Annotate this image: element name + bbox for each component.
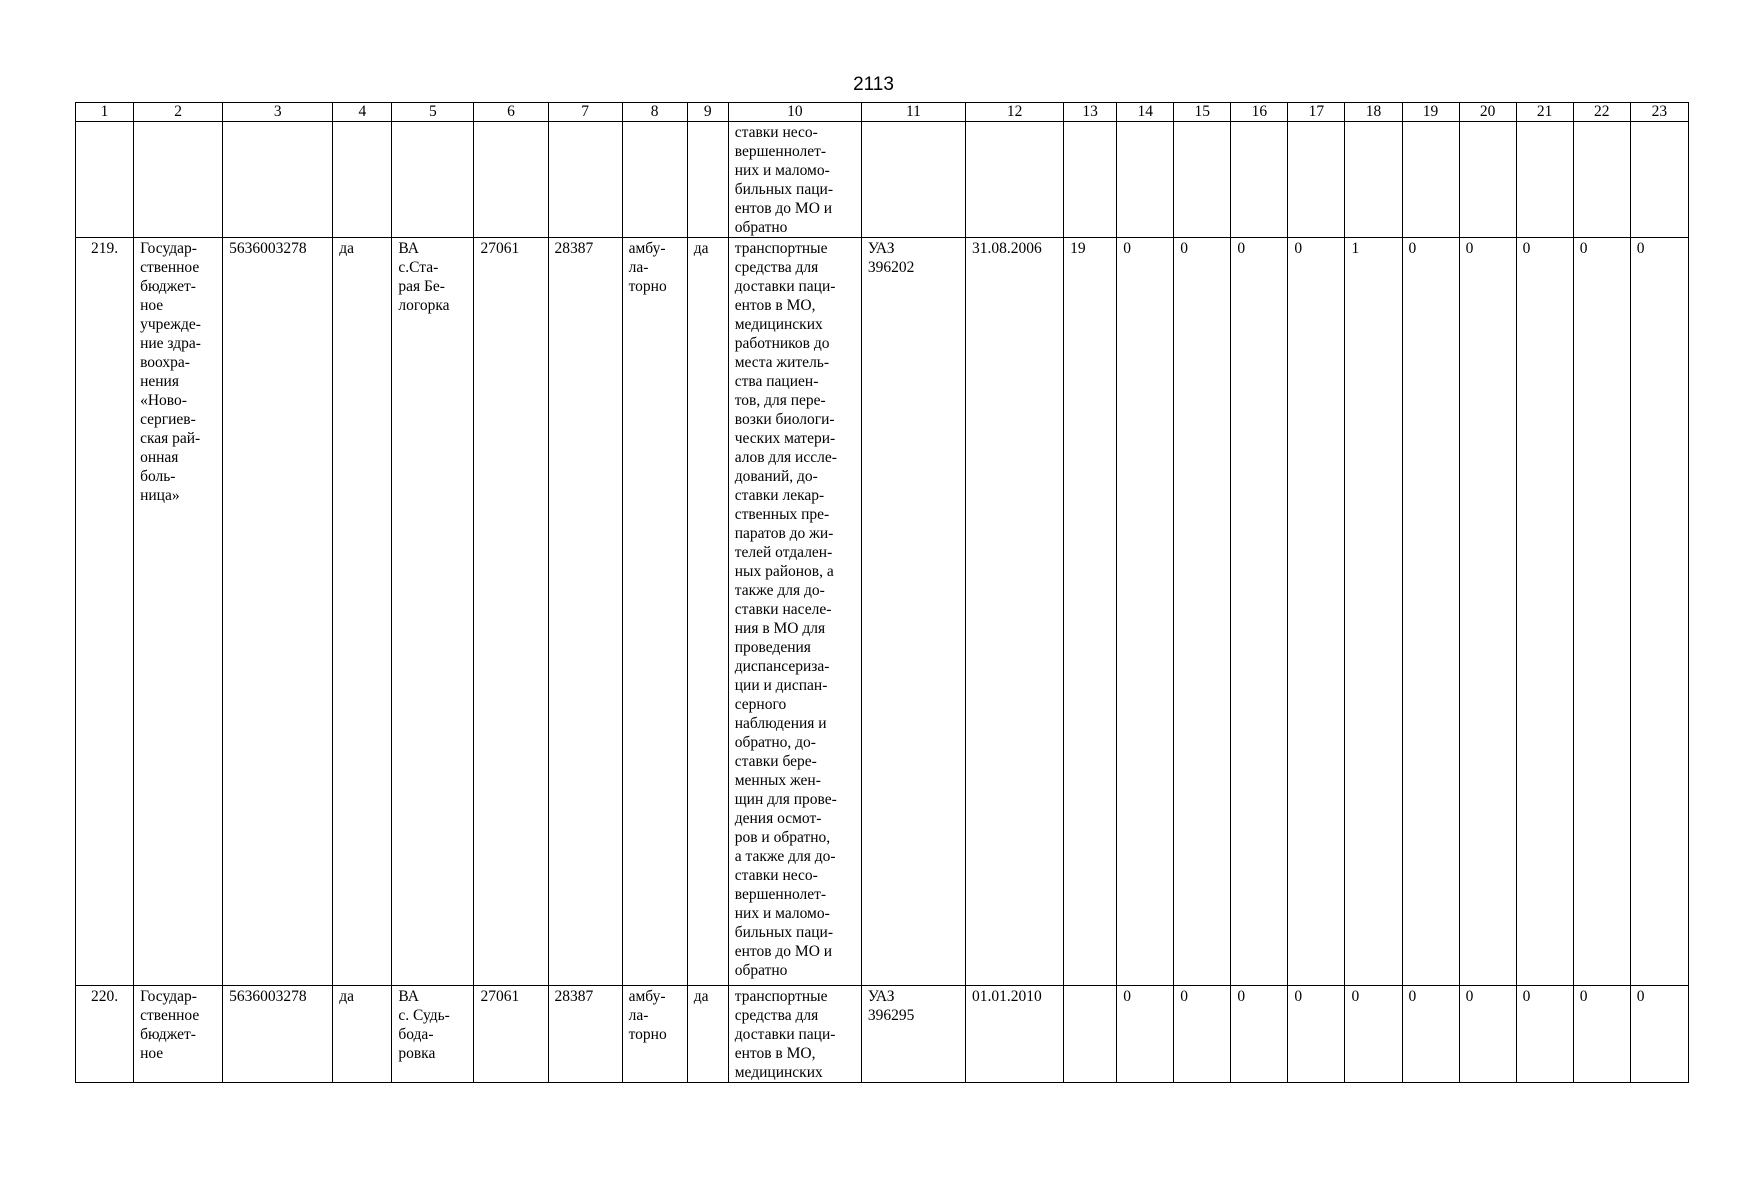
table-cell-col-2 bbox=[134, 122, 223, 238]
table-cell-col-21: 0 bbox=[1516, 986, 1573, 1083]
column-header-12: 12 bbox=[966, 103, 1064, 122]
table-cell-col-8: амбу- ла- торно bbox=[622, 238, 687, 986]
table-cell-col-15: 0 bbox=[1174, 238, 1231, 986]
table-cell-col-22: 0 bbox=[1573, 238, 1630, 986]
column-header-17: 17 bbox=[1288, 103, 1345, 122]
table-body bbox=[76, 122, 1689, 1083]
table-cell-col-5: ВА с.Ста- рая Бе- логорка bbox=[392, 238, 474, 986]
table-cell-col-21: 0 bbox=[1516, 238, 1573, 986]
table-cell-col-3: 5636003278 bbox=[223, 238, 333, 986]
table-cell-col-20: 0 bbox=[1459, 238, 1516, 986]
table-cell-col-23: 0 bbox=[1630, 238, 1688, 986]
table-cell-col-10: транспортные средства для доставки паци- ентов в МО, медицинских работников до места житель- ства пациен- тов, для пере- возки биологи- ческих матери- алов для иссле- дований, до- ставки лекар- ственных пре- паратов до жи- телей отдален- ных районов, а также для до- ставки населе- ния в МО для проведения диспансериза- ции и диспан- серного наблюдения и обратно, до- ставки бере- менных жен- щин для прове- дения осмот- ров и обратно, а также для до- ставки несо- вершеннолет- них и маломо- бильных паци- ентов до МО и обратно bbox=[728, 238, 861, 986]
table-cell-col-6 bbox=[474, 122, 548, 238]
column-header-10: 10 bbox=[728, 103, 861, 122]
table-cell-col-17: 0 bbox=[1288, 986, 1345, 1083]
table-row bbox=[76, 122, 1689, 238]
table-cell-col-5 bbox=[392, 122, 474, 238]
table-cell-col-7: 28387 bbox=[548, 986, 622, 1083]
column-header-19: 19 bbox=[1402, 103, 1459, 122]
table-cell-col-4: да bbox=[333, 238, 392, 986]
column-header-1: 1 bbox=[76, 103, 134, 122]
table-cell-col-3: 5636003278 bbox=[223, 986, 333, 1083]
table-cell-col-15 bbox=[1174, 122, 1231, 238]
column-header-13: 13 bbox=[1064, 103, 1117, 122]
column-header-2: 2 bbox=[134, 103, 223, 122]
table-cell-col-13 bbox=[1064, 122, 1117, 238]
table-cell-col-6: 27061 bbox=[474, 986, 548, 1083]
table-cell-col-11: УАЗ 396202 bbox=[861, 238, 965, 986]
table-cell-col-17: 0 bbox=[1288, 238, 1345, 986]
table-cell-col-16 bbox=[1231, 122, 1288, 238]
column-header-3: 3 bbox=[223, 103, 333, 122]
table-cell-col-1: 220. bbox=[76, 986, 134, 1083]
table-cell-col-12 bbox=[966, 122, 1064, 238]
table-cell-col-7: 28387 bbox=[548, 238, 622, 986]
table-cell-col-8: амбу- ла- торно bbox=[622, 986, 687, 1083]
table-cell-col-16: 0 bbox=[1231, 986, 1288, 1083]
table-cell-col-5: ВА с. Судь- бода- ровка bbox=[392, 986, 474, 1083]
table-cell-col-20: 0 bbox=[1459, 986, 1516, 1083]
table-cell-col-11: УАЗ 396295 bbox=[861, 986, 965, 1083]
column-header-8: 8 bbox=[622, 103, 687, 122]
table-cell-col-1 bbox=[76, 122, 134, 238]
table-cell-col-9: да bbox=[687, 986, 728, 1083]
table-cell-col-18: 0 bbox=[1345, 986, 1402, 1083]
table-cell-col-4: да bbox=[333, 986, 392, 1083]
table-cell-col-17 bbox=[1288, 122, 1345, 238]
column-header-5: 5 bbox=[392, 103, 474, 122]
column-header-23: 23 bbox=[1630, 103, 1688, 122]
table-cell-col-16: 0 bbox=[1231, 238, 1288, 986]
table-cell-col-1: 219. bbox=[76, 238, 134, 986]
table-cell-col-20 bbox=[1459, 122, 1516, 238]
table-cell-col-19: 0 bbox=[1402, 238, 1459, 986]
table-cell-col-14 bbox=[1117, 122, 1174, 238]
table-cell-col-22 bbox=[1573, 122, 1630, 238]
column-header-16: 16 bbox=[1231, 103, 1288, 122]
table-cell-col-11 bbox=[861, 122, 965, 238]
column-header-9: 9 bbox=[687, 103, 728, 122]
column-header-20: 20 bbox=[1459, 103, 1516, 122]
table-cell-col-13 bbox=[1064, 986, 1117, 1083]
table-cell-col-10: транспортные средства для доставки паци- ентов в МО, медицинских bbox=[728, 986, 861, 1083]
table-cell-col-9: да bbox=[687, 238, 728, 986]
table-row bbox=[76, 238, 1689, 986]
column-header-21: 21 bbox=[1516, 103, 1573, 122]
table-cell-col-14: 0 bbox=[1117, 986, 1174, 1083]
table-cell-col-23 bbox=[1630, 122, 1688, 238]
table-cell-col-18 bbox=[1345, 122, 1402, 238]
table-cell-col-13: 19 bbox=[1064, 238, 1117, 986]
table-cell-col-12: 01.01.2010 bbox=[966, 986, 1064, 1083]
column-header-18: 18 bbox=[1345, 103, 1402, 122]
table-cell-col-15: 0 bbox=[1174, 986, 1231, 1083]
table-cell-col-19: 0 bbox=[1402, 986, 1459, 1083]
column-header-7: 7 bbox=[548, 103, 622, 122]
page-number: 2113 bbox=[853, 74, 894, 95]
table-cell-col-2: Государ- ственное бюджет- ное bbox=[134, 986, 223, 1083]
register-table bbox=[75, 102, 1689, 1083]
column-header-4: 4 bbox=[333, 103, 392, 122]
column-header-15: 15 bbox=[1174, 103, 1231, 122]
table-cell-col-8 bbox=[622, 122, 687, 238]
table-cell-col-19 bbox=[1402, 122, 1459, 238]
header-row bbox=[76, 103, 1689, 122]
column-header-6: 6 bbox=[474, 103, 548, 122]
column-header-14: 14 bbox=[1117, 103, 1174, 122]
table-cell-col-10: ставки несо- вершеннолет- них и маломо- бильных паци- ентов до МО и обратно bbox=[728, 122, 861, 238]
table-cell-col-18: 1 bbox=[1345, 238, 1402, 986]
table-cell-col-9 bbox=[687, 122, 728, 238]
table-cell-col-23: 0 bbox=[1630, 986, 1688, 1083]
table-cell-col-6: 27061 bbox=[474, 238, 548, 986]
column-header-22: 22 bbox=[1573, 103, 1630, 122]
table-cell-col-4 bbox=[333, 122, 392, 238]
table-cell-col-2: Государ- ственное бюджет- ное учрежде- ние здра- воохра- нения «Ново- сергиев- ская рай- онная боль- ница» bbox=[134, 238, 223, 986]
table-cell-col-21 bbox=[1516, 122, 1573, 238]
column-header-11: 11 bbox=[861, 103, 965, 122]
table-cell-col-7 bbox=[548, 122, 622, 238]
table-cell-col-12: 31.08.2006 bbox=[966, 238, 1064, 986]
table-cell-col-3 bbox=[223, 122, 333, 238]
table-cell-col-14: 0 bbox=[1117, 238, 1174, 986]
table-row bbox=[76, 986, 1689, 1083]
table-cell-col-22: 0 bbox=[1573, 986, 1630, 1083]
